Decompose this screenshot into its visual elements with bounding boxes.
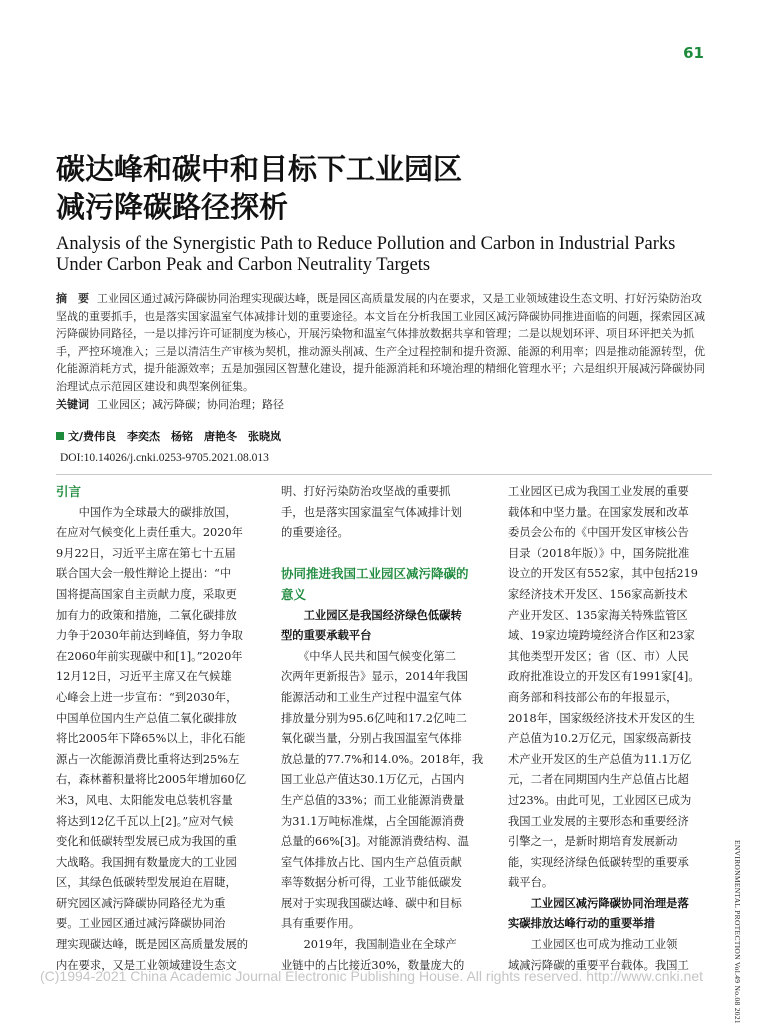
body-text-line: 力争于2030年前达到峰值，努力争取	[56, 629, 243, 643]
title-zh-line: 碳达峰和碳中和目标下工业园区	[56, 152, 463, 186]
keywords-text: 工业园区；减污降碳；协同治理；路径	[97, 398, 284, 411]
body-text-line: 大战略。我国拥有数量庞大的工业园	[56, 855, 237, 869]
body-text-line: 中国作为全球最大的碳排放国，	[56, 505, 237, 519]
body-text-line: 将达到12亿千瓦以上[2]。”应对气候	[56, 814, 234, 828]
body-text-line: 在应对气候变化上责任重大。2020年	[56, 526, 243, 540]
subsection-heading: 工业园区是我国经济绿色低碳转	[281, 608, 462, 622]
body-text-line: 国工业总产值达30.1万亿元，占国内	[281, 773, 465, 787]
section-heading: 意义	[281, 586, 307, 602]
divider	[56, 474, 712, 475]
subsection-heading: 工业园区减污降碳协同治理是落	[508, 896, 689, 910]
page-number: 61	[683, 44, 704, 62]
body-text-line: 域减污降碳的重要平台载体。我国工	[508, 958, 689, 972]
watermark: (C)1994-2021 China Academic Journal Electronic Publishing House. All rights reserved. http://www.cnki.net	[40, 968, 703, 984]
body-text-line: 政府批准设立的开发区有1991家[4]。	[508, 670, 700, 684]
body-text-line: 加有力的政策和措施，二氧化碳排放	[56, 608, 237, 622]
title-english	[56, 234, 716, 276]
body-text-line: 源占一次能源消费比重将达到25%左	[56, 752, 240, 766]
body-text-line: 元，二者在同期国内生产总值占比超	[508, 773, 689, 787]
body-text-line: 域、19家边境跨境经济合作区和23家	[508, 629, 695, 643]
keywords	[56, 396, 708, 413]
body-text-line: 展对于实现我国碳达峰、碳中和目标	[281, 896, 462, 910]
body-text-line: 能源活动和工业生产过程中温室气体	[281, 690, 462, 704]
body-text-line: 其他类型开发区；省（区、市）人民	[508, 649, 689, 663]
body-text-line: 联合国大会一般性辩论上提出：“中	[56, 567, 232, 581]
body-text-line: 将比2005年下降65%以上，非化石能	[56, 732, 246, 746]
keywords-label: 关键词	[56, 398, 89, 411]
body-column-3	[508, 482, 710, 976]
author-prefix: 文/	[68, 430, 84, 443]
body-text-line: 能，实现经济绿色低碳转型的重要承	[508, 855, 689, 869]
body-text-line: 中国单位国内生产总值二氧化碳排放	[56, 711, 237, 725]
journal-sidebar-text: ENVIRONMENTAL PROTECTION Vol.49 No.08 2021	[733, 840, 742, 1024]
body-text-line: 12月12日，习近平主席又在气候雄	[56, 670, 232, 684]
subsection-heading: 实碳排放达峰行动的重要举措	[508, 917, 655, 931]
author-line	[56, 428, 281, 444]
body-text-line: 产总值为10.2万亿元，国家级高新技	[508, 732, 692, 746]
body-text-line: 载平台。	[508, 876, 554, 890]
abstract-label: 摘 要	[56, 292, 89, 305]
title-en-line: Under Carbon Peak and Carbon Neutrality Targets	[56, 255, 431, 275]
title-zh-line: 减污降碳路径探析	[56, 190, 289, 224]
abstract-text: 工业园区通过减污降碳协同治理实现碳达峰，既是园区高质量发展的内在要求，又是工业领域建设生态文明、打好污染防治攻坚战的重要抓手，也是落实国家温室气体减排计划的重要途径。本文旨在分析我国工业园区减污降碳协同推进面临的问题，探索园区减污降碳协同路径，一是以排污许可证制度为核心，开展污染物和温室气体排放数据共享和管理；二是以规划环评、项目环评把关为抓手，严控环境准入；三是以清洁生产审核为契机，推动源头削减、生产全过程控制和提升资源、能源的利用率；四是推动能源转型，优化能源消耗方式，提升能源效率；五是加强园区智慧化建设，提升能源消耗和环境治理的精细化管理水平；六是组织开展减污降碳协同治理试点示范园区建设和典型案例征集。	[56, 292, 705, 393]
body-text-line: 我国工业发展的主要形态和重要经济	[508, 814, 689, 828]
body-text-line: 率等数据分析可得，工业节能低碳发	[281, 876, 462, 890]
body-text-line: 9月22日，习近平主席在第七十五届	[56, 546, 236, 560]
body-text-line: 研究园区减污降碳协同路径尤为重	[56, 896, 226, 910]
title-chinese	[56, 150, 676, 226]
body-text-line: 为31.1万吨标准煤，占全国能源消费	[281, 814, 465, 828]
body-text-line: 商务部和科技部公布的年报显示，	[508, 690, 678, 704]
body-text-line: 2019年，我国制造业在全球产	[281, 938, 457, 952]
body-text-line: 总量的66%[3]。对能源消费结构、温	[281, 835, 469, 849]
body-text-line: 家经济技术开发区、156家高新技术	[508, 587, 688, 601]
body-text-line: 明、打好污染防治攻坚战的重要抓	[281, 485, 451, 498]
body-text-line: 要。工业园区通过减污降碳协同治	[56, 917, 226, 931]
doi: DOI:10.14026/j.cnki.0253-9705.2021.08.013	[60, 452, 269, 464]
body-text-line: 设立的开发区有552家，其中包括219	[508, 567, 698, 581]
body-column-2	[281, 482, 483, 976]
journal-sidebar	[730, 840, 746, 1024]
body-text-line: 内在要求，又是工业领域建设生态文	[56, 958, 237, 972]
body-text-line: 委员会公布的《中国开发区审核公告	[508, 526, 689, 540]
body-text-line: 载体和中坚力量。在国家发展和改革	[508, 505, 689, 519]
body-text-line: 2018年，国家级经济技术开发区的生	[508, 711, 695, 725]
body-text-line: 米3，风电、太阳能发电总装机容量	[56, 793, 233, 807]
body-text-line: 氧化碳当量，分别占我国温室气体排	[281, 732, 462, 746]
body-text-line: 区，其绿色低碳转型发展迫在眉睫，	[56, 876, 237, 890]
body-text-line: 放总量的77.7%和14.0%。2018年，我	[281, 752, 483, 766]
body-text-line: 过23%。由此可见，工业园区已成为	[508, 793, 692, 807]
body-text-line: 目录（2018年版）》中，国务院批准	[508, 546, 690, 560]
body-text-line: 在2060年前实现碳中和[1]。”2020年	[56, 649, 243, 663]
title-en-line: Analysis of the Synergistic Path to Reduce Pollution and Carbon in Industrial Parks	[56, 234, 676, 254]
body-text-line: 理实现碳达峰，既是园区高质量发展的	[56, 938, 249, 952]
body-text-line: 业链中的占比接近30%，数量庞大的	[281, 958, 465, 972]
body-text-line: 生产总值的33%；而工业能源消费量	[281, 793, 465, 807]
section-heading: 引言	[56, 484, 82, 499]
body-text-line: 变化和低碳转型发展已成为我国的重	[56, 835, 237, 849]
body-text-line: 产业开发区、135家海关特殊监管区	[508, 608, 688, 622]
body-text-line: 引擎之一，是新时期培育发展新动	[508, 835, 678, 849]
body-text-line: 排放量分别为95.6亿吨和17.2亿吨二	[281, 711, 467, 725]
body-text-line: 国将提高国家自主贡献力度，采取更	[56, 587, 237, 601]
body-text-line: 具有重要作用。	[281, 917, 361, 931]
body-text-line: 工业园区也可成为推动工业领	[508, 938, 678, 952]
body-text-line: 室气体排放占比、国内生产总值贡献	[281, 855, 462, 869]
body-text-line: 《中华人民共和国气候变化第二	[281, 649, 457, 663]
body-column-1	[56, 482, 256, 976]
author-names: 费伟良 李奕杰 杨铭 唐艳冬 张晓岚	[83, 430, 282, 443]
subsection-heading: 型的重要承载平台	[281, 629, 372, 643]
section-heading: 协同推进我国工业园区减污降碳的	[281, 566, 469, 582]
body-text-line: 术产业开发区的生产总值为11.1万亿	[508, 752, 692, 766]
blank-line	[281, 544, 483, 565]
body-text-line: 右，森林蓄积量将比2005年增加60亿	[56, 773, 246, 787]
body-text-line: 工业园区已成为我国工业发展的重要	[508, 485, 689, 498]
green-square-icon	[56, 432, 64, 440]
abstract	[56, 290, 708, 395]
body-text-line: 的重要途径。	[281, 526, 349, 540]
body-text-line: 心峰会上进一步宣布：“到2030年，	[56, 690, 238, 704]
body-text-line: 手，也是落实国家温室气体减排计划	[281, 505, 462, 519]
body-text-line: 次两年更新报告》显示，2014年我国	[281, 670, 468, 684]
